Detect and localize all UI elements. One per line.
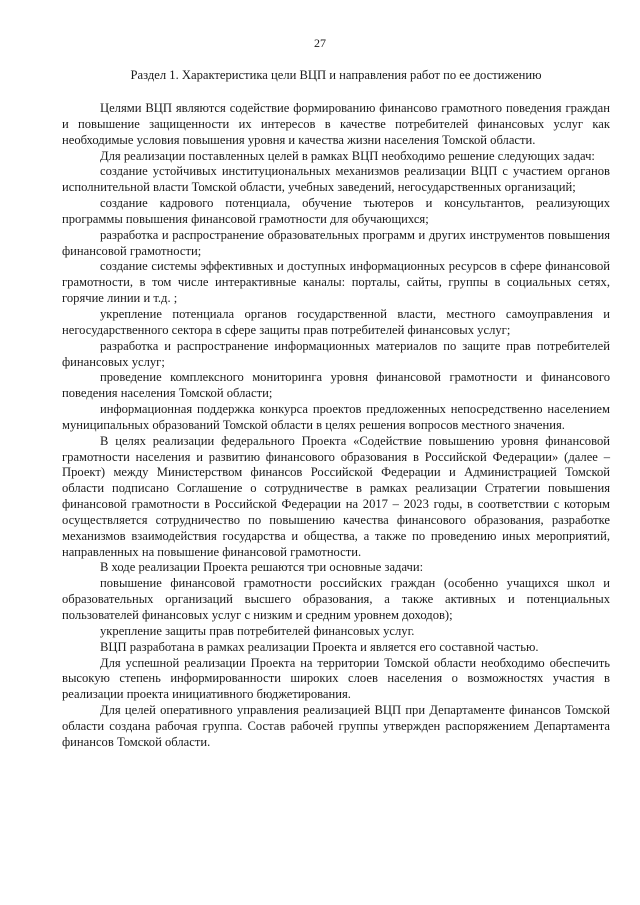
paragraph: проведение комплексного мониторинга уровня финансовой грамотности и финансового поведения населения Томской области; <box>62 370 610 401</box>
paragraph: создание устойчивых институциональных механизмов реализации ВЦП с участием органов исполнительной власти Томской области, учебных заведений, негосударственных организаций; <box>62 164 610 195</box>
document-body <box>62 101 610 751</box>
page-number: 27 <box>314 36 326 50</box>
paragraph: информационная поддержка конкурса проектов предложенных непосредственно населением муниципальных образований Томской области в целях решения вопросов местного значения. <box>62 402 610 432</box>
paragraph: Целями ВЦП являются содействие формированию финансово грамотного поведения граждан и повышение защищенности их интересов в качестве потребителей финансовых услуг как необходимые условия повышения уровня и качества жизни населения Томской области. <box>62 101 610 147</box>
paragraph: укрепление потенциала органов государственной власти, местного самоуправления и негосударственного сектора в сфере защиты прав потребителей финансовых услуг; <box>62 306 610 337</box>
paragraph: В целях реализации федерального Проекта «Содействие повышению уровня финансовой грамотности населения и развитию финансового образования в Российской Федерации» (далее – Проект) между Министерством финансов Российской Федерации и Администрацией Томской области подписано Соглашение о сотрудничестве в рамках реализации Стратегии повышения финансовой грамотности в Российской Федерации на 2017 – 2023 годы, в соответствии с которым осуществляется сотрудничество по повышению качества финансового образования, разработке механизмов взаимодействия государства и общества, а также по проведению иных мероприятий, направленных на повышение финансовой грамотности. <box>62 433 610 559</box>
paragraph: В ходе реализации Проекта решаются три основные задачи: <box>100 560 424 575</box>
paragraph: повышение финансовой грамотности российских граждан (особенно учащихся школ и образовательных организаций высшего образования, а также активных и потенциальных пользователей финансовых услуг с низким и средним уровнем доходов); <box>62 576 610 622</box>
paragraph: Для успешной реализации Проекта на территории Томской области необходимо обеспечить высокую степень информированности широких слоев населения о возможностях участия в реализации проекта инициативного бюджетирования. <box>62 655 610 702</box>
paragraph: разработка и распространение образовательных программ и других инструментов повышения финансовой грамотности; <box>62 227 610 258</box>
paragraph: укрепление защиты прав потребителей финансовых услуг. <box>100 623 415 638</box>
paragraph: Для реализации поставленных целей в рамках ВЦП необходимо решение следующих задач: <box>100 148 595 163</box>
paragraph: Для целей оперативного управления реализацией ВЦП при Департаменте финансов Томской области создана рабочая группа. Состав рабочей группы утвержден распоряжением Департамента финансов Томской области. <box>62 703 610 749</box>
paragraph: создание системы эффективных и доступных информационных ресурсов в сфере финансовой грамотности, в том числе интерактивные каналы: порталы, сайты, группы в социальных сетях, горячие линии и т.д. ; <box>62 259 610 306</box>
paragraph: ВЦП разработана в рамках реализации Проекта и является его составной частью. <box>100 639 539 654</box>
paragraph: создание кадрового потенциала, обучение тьютеров и консультантов, реализующих программы повышения финансовой грамотности для обучающихся; <box>62 196 610 226</box>
section-title: Раздел 1. Характеристика цели ВЦП и направления работ по ее достижению <box>130 68 542 82</box>
paragraph: разработка и распространение информационных материалов по защите прав потребителей финансовых услуг; <box>62 338 610 369</box>
